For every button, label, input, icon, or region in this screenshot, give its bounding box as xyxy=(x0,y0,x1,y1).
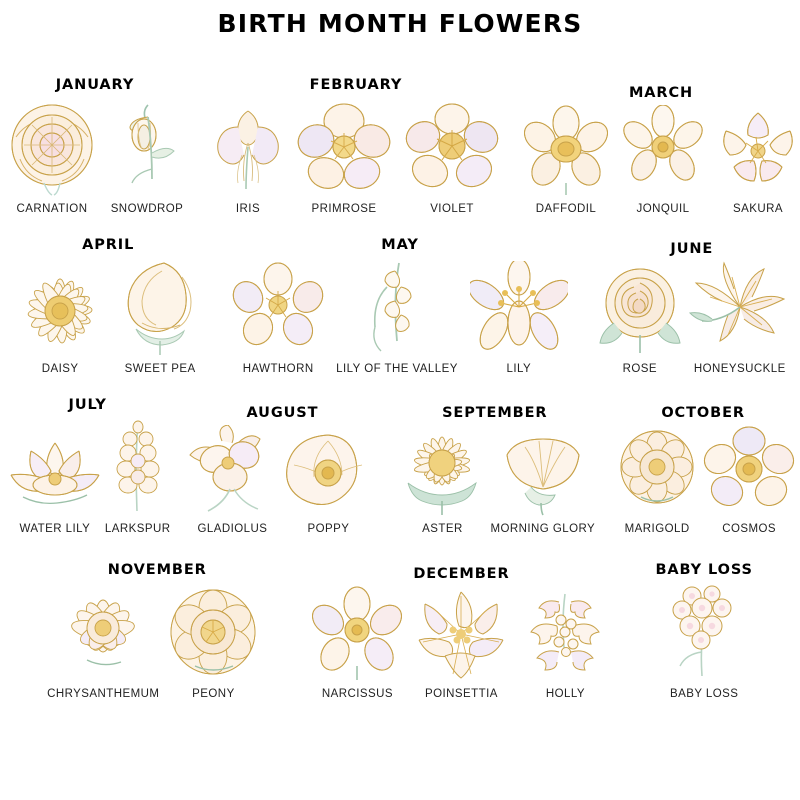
rose-icon xyxy=(592,261,688,357)
poinsettia-illustration xyxy=(415,586,507,682)
flower-list xyxy=(47,582,267,700)
flower-caption: WATER LILY xyxy=(19,523,91,535)
carnation-icon xyxy=(0,97,104,197)
daisy-illustration xyxy=(8,265,112,357)
flower-caption: JONQUIL xyxy=(636,203,690,215)
lily-icon xyxy=(470,261,568,357)
flower-violet xyxy=(404,101,500,215)
flower-sakura xyxy=(716,105,800,215)
hawthorn-icon xyxy=(232,261,324,357)
morning-glory-illustration xyxy=(497,425,589,517)
month-group-june xyxy=(592,241,792,375)
flower-row-4 xyxy=(0,535,800,700)
flower-daffodil xyxy=(522,105,610,215)
snowdrop-icon xyxy=(104,97,190,197)
month-group-april xyxy=(8,237,208,375)
chrysanthemum-illustration xyxy=(47,582,159,682)
lily-of-the-valley-icon xyxy=(365,257,429,357)
iris-icon xyxy=(212,97,284,197)
holly-icon xyxy=(519,586,611,682)
month-title: JULY xyxy=(68,397,107,413)
flower-snowdrop xyxy=(104,97,190,215)
flower-caption: POPPY xyxy=(307,523,350,535)
flower-list xyxy=(394,425,595,535)
flower-caption: LILY OF THE VALLEY xyxy=(336,363,458,375)
carnation-illustration xyxy=(0,97,104,197)
morning-glory-icon xyxy=(497,425,589,517)
poinsettia-icon xyxy=(415,586,507,682)
flower-caption: COSMOS xyxy=(722,523,777,535)
hawthorn-illustration xyxy=(232,261,324,357)
flower-poppy xyxy=(278,425,378,535)
month-group-may xyxy=(232,237,568,375)
flower-caption: SWEET PEA xyxy=(124,363,196,375)
month-group-january xyxy=(0,77,190,215)
flower-list xyxy=(8,257,208,375)
flower-list xyxy=(660,582,748,700)
flower-baby-loss xyxy=(660,582,748,700)
flower-list xyxy=(5,417,171,535)
flower-caption: PEONY xyxy=(192,688,235,700)
flower-larkspur xyxy=(105,417,171,535)
flower-lily xyxy=(470,261,568,375)
flower-list xyxy=(311,586,611,700)
flower-caption: BABY LOSS xyxy=(669,688,739,700)
flower-caption: ASTER xyxy=(422,523,463,535)
month-title: JUNE xyxy=(670,241,714,257)
primrose-icon xyxy=(296,101,392,197)
baby-loss-illustration xyxy=(660,582,748,682)
lily-illustration xyxy=(470,261,568,357)
peony-illustration xyxy=(159,582,267,682)
gladiolus-illustration xyxy=(186,425,278,517)
daffodil-icon xyxy=(522,105,610,197)
flower-caption: CARNATION xyxy=(16,203,88,215)
flower-hawthorn xyxy=(232,261,324,375)
gladiolus-icon xyxy=(186,425,278,517)
rose-illustration xyxy=(592,261,688,357)
aster-icon xyxy=(394,425,490,517)
flower-poinsettia xyxy=(415,586,507,700)
month-group-march xyxy=(522,85,800,215)
aster-illustration xyxy=(394,425,490,517)
flower-caption: DAISY xyxy=(41,363,79,375)
violet-illustration xyxy=(404,101,500,197)
flower-honeysuckle xyxy=(688,261,792,375)
flower-caption: ROSE xyxy=(622,363,658,375)
sakura-icon xyxy=(716,105,800,197)
month-title: JANUARY xyxy=(55,77,135,93)
water-lily-illustration xyxy=(5,425,105,517)
flower-caption: HAWTHORN xyxy=(242,363,314,375)
flower-caption: NARCISSUS xyxy=(321,688,394,700)
month-group-february xyxy=(212,77,500,215)
flower-caption: POINSETTIA xyxy=(425,688,498,700)
month-title: FEBRUARY xyxy=(309,77,403,93)
sakura-illustration xyxy=(716,105,800,197)
sweet-pea-icon xyxy=(112,257,208,357)
month-group-september xyxy=(394,405,595,535)
jonquil-illustration xyxy=(622,105,704,197)
honeysuckle-icon xyxy=(688,261,792,357)
flower-chrysanthemum xyxy=(47,582,159,700)
flower-lily-of-the-valley xyxy=(336,257,458,375)
baby-loss-icon xyxy=(660,582,748,682)
flower-row-1 xyxy=(0,40,800,215)
flower-list xyxy=(186,425,378,535)
flower-daisy xyxy=(8,265,112,375)
month-group-august xyxy=(186,405,378,535)
primrose-illustration xyxy=(296,101,392,197)
month-group-baby-loss xyxy=(655,562,752,700)
month-group-july xyxy=(5,397,171,535)
flower-narcissus xyxy=(311,586,403,700)
flower-marigold xyxy=(611,425,703,535)
flower-list xyxy=(232,257,568,375)
flower-caption: DAFFODIL xyxy=(535,203,597,215)
flower-primrose xyxy=(296,101,392,215)
month-title: OCTOBER xyxy=(661,405,745,421)
flower-caption: MARIGOLD xyxy=(624,523,690,535)
marigold-illustration xyxy=(611,425,703,517)
water-lily-icon xyxy=(5,425,105,517)
flower-caption: SAKURA xyxy=(733,203,783,215)
flower-water-lily xyxy=(5,425,105,535)
honeysuckle-illustration xyxy=(688,261,792,357)
larkspur-icon xyxy=(110,417,166,517)
month-title: SEPTEMBER xyxy=(442,405,548,421)
flower-iris xyxy=(212,97,284,215)
flower-morning-glory xyxy=(490,425,595,535)
flower-caption: MORNING GLORY xyxy=(490,523,596,535)
iris-illustration xyxy=(212,97,284,197)
poppy-illustration xyxy=(278,425,378,517)
flower-caption: LILY xyxy=(506,363,532,375)
snowdrop-illustration xyxy=(104,97,190,197)
month-title: APRIL xyxy=(82,237,135,253)
narcissus-icon xyxy=(311,586,403,682)
flower-holly xyxy=(519,586,611,700)
month-group-november xyxy=(47,562,267,700)
flower-caption: VIOLET xyxy=(430,203,474,215)
lily-of-the-valley-illustration xyxy=(365,257,429,357)
flower-sweet-pea xyxy=(112,257,208,375)
month-title: DECEMBER xyxy=(413,566,510,582)
peony-icon xyxy=(159,582,267,682)
flower-caption: LARKSPUR xyxy=(104,523,171,535)
violet-icon xyxy=(404,101,500,197)
holly-illustration xyxy=(519,586,611,682)
cosmos-icon xyxy=(703,425,795,517)
flower-cosmos xyxy=(703,425,795,535)
page-title: BIRTH MONTH FLOWERS xyxy=(217,9,583,38)
flower-row-3 xyxy=(0,375,800,535)
month-group-december xyxy=(311,566,611,700)
flower-list xyxy=(592,261,792,375)
flower-gladiolus xyxy=(186,425,278,535)
flower-list xyxy=(611,425,795,535)
larkspur-illustration xyxy=(110,417,166,517)
daffodil-illustration xyxy=(522,105,610,197)
month-title: AUGUST xyxy=(246,405,319,421)
flower-row-2 xyxy=(0,215,800,375)
month-title: BABY LOSS xyxy=(655,562,753,578)
marigold-icon xyxy=(611,425,703,517)
month-title: MARCH xyxy=(628,85,694,101)
cosmos-illustration xyxy=(703,425,795,517)
chrysanthemum-icon xyxy=(47,582,159,682)
flower-caption: GLADIOLUS xyxy=(197,523,268,535)
narcissus-illustration xyxy=(311,586,403,682)
flower-caption: SNOWDROP xyxy=(110,203,184,215)
month-title: MAY xyxy=(381,237,419,253)
month-title: NOVEMBER xyxy=(107,562,207,578)
poppy-icon xyxy=(278,425,378,517)
jonquil-icon xyxy=(622,105,704,197)
flower-jonquil xyxy=(622,105,704,215)
flower-aster xyxy=(394,425,490,535)
sweet-pea-illustration xyxy=(112,257,208,357)
flower-rose xyxy=(592,261,688,375)
flower-caption: IRIS xyxy=(235,203,261,215)
flower-caption: CHRYSANTHEMUM xyxy=(47,688,160,700)
flower-peony xyxy=(159,582,267,700)
month-group-october xyxy=(611,405,795,535)
flower-caption: HOLLY xyxy=(545,688,585,700)
daisy-icon xyxy=(8,265,112,357)
flower-list xyxy=(0,97,190,215)
flower-caption: HONEYSUCKLE xyxy=(693,363,786,375)
flower-list xyxy=(522,105,800,215)
flower-list xyxy=(212,97,500,215)
flower-carnation xyxy=(0,97,104,215)
flower-caption: PRIMROSE xyxy=(311,203,377,215)
